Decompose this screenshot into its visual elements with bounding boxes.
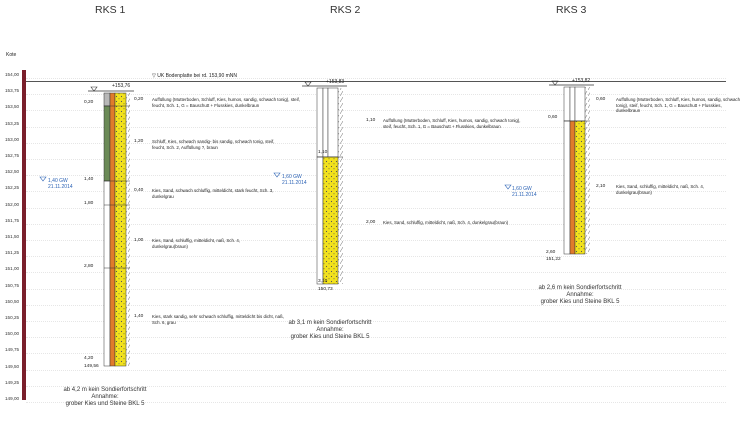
rks2-note-line: grober Kies und Steine BKL 5 xyxy=(290,334,370,340)
rks2-gw-marker xyxy=(274,173,280,177)
rks1-gw-level: 1,40 GW xyxy=(48,178,68,184)
kote-tick-label: 150,50 xyxy=(5,298,20,304)
rks1-depth: 2,80 xyxy=(84,264,94,269)
rks2-layer-description: Kies, Sand, schluffig, mitteldicht, naß, Sch. 4, dunkelgrau(braun) xyxy=(383,220,509,225)
rks3-layer-thickness: 0,60 xyxy=(596,97,606,102)
rks1-column xyxy=(88,87,134,366)
rks3-top-marker xyxy=(552,81,558,85)
rks2-hatch xyxy=(338,88,343,284)
rks3-layer-description: Auffüllung (Mutterboden, Schluff, Kies, humos, sandig, schwach tonig), steif, feucht, Sch. 1, G = Bauschutt + Flusskies, dunkelbraun xyxy=(616,97,741,114)
kote-tick-label: 149,25 xyxy=(5,379,20,385)
rks3-header: RKS 3 xyxy=(556,4,587,16)
rks3-depth: 0,60 xyxy=(548,115,558,120)
kote-tick-label: 149,75 xyxy=(5,347,20,353)
kote-tick-label: 149,00 xyxy=(5,396,20,401)
rks3-hatch xyxy=(585,87,590,254)
rks3-layer-description: Kies, Sand, schluffig, mitteldicht, naß, Sch. 4, dunkelgrau(braun) xyxy=(616,184,705,195)
kote-tick-label: 149,50 xyxy=(5,363,20,369)
rks1-note-line: grober Kies und Steine BKL 5 xyxy=(65,401,145,407)
rks2-top-elev: +153,83 xyxy=(326,79,345,85)
rks1-top-elev: +153,76 xyxy=(112,83,131,89)
rks3-gw-label xyxy=(512,186,537,198)
rks1-layer-white xyxy=(104,181,110,366)
kote-tick-label: 154,00 xyxy=(5,72,20,77)
rks1-layer-fill xyxy=(104,93,110,106)
kote-tick-label: 151,75 xyxy=(5,217,20,223)
rks3-note xyxy=(520,285,640,306)
rks2-layer-white-top xyxy=(317,88,323,157)
rks3-orange-band xyxy=(570,121,575,254)
rks2-gw-date: 21.11.2014 xyxy=(282,180,307,186)
rks2-layer-thickness: 2,00 xyxy=(366,220,376,225)
rks2-layer-thickness: 1,10 xyxy=(366,118,376,123)
rks3-bottom-elev: 151,22 xyxy=(546,257,561,262)
rks1-depth: 0,20 xyxy=(84,100,94,105)
rks3-gw-date: 21.11.2014 xyxy=(512,192,537,198)
rks3-gw-marker xyxy=(505,185,511,189)
rks1-gw-date: 21.11.2014 xyxy=(48,184,73,190)
kote-tick-label: 151,00 xyxy=(5,266,20,272)
rks3-note-line: ab 2,6 m kein Sondierfortschritt xyxy=(538,285,622,291)
rks3-note-line: Annahme: xyxy=(566,292,594,298)
kote-tick-label: 150,00 xyxy=(5,331,20,337)
rks2-column xyxy=(302,82,347,284)
rks1-layer-thickness: 1,20 xyxy=(134,139,144,144)
rks1-layer-thickness: 1,00 xyxy=(134,238,144,243)
rks2-depth: 1,10 xyxy=(318,150,328,155)
kote-tick-label: 153,50 xyxy=(5,104,20,110)
rks2-fill-layer xyxy=(328,88,338,157)
rks1-layer-description: Schluff, Kies, schwach sandig- bis sandig, schwach tonig, steif, feucht, Sch. 2, Auffüllung ?, braun xyxy=(152,139,275,150)
rks3-column xyxy=(549,81,594,254)
kote-tick-label: 152,50 xyxy=(5,169,20,175)
rks2-note xyxy=(270,320,390,341)
rks1-depth: 1,80 xyxy=(84,201,94,206)
reference-line-label: ▽ UK Bodenplatte bei rd. 153,90 mNN xyxy=(152,73,238,79)
kote-tick-label: 152,75 xyxy=(5,153,20,158)
rks1-layer-description: Kies, Sand, schwach schluffig, mitteldicht, stark feucht, Sch. 3, dunkelgrau xyxy=(152,188,274,199)
rks2-layer-white xyxy=(317,157,323,284)
rks1-gravel-pattern xyxy=(115,93,126,366)
rks1-header: RKS 1 xyxy=(95,4,126,16)
kote-tick-label: 153,00 xyxy=(5,136,20,142)
rks2-header: RKS 2 xyxy=(330,4,361,16)
kote-tick-label: 151,25 xyxy=(5,250,20,256)
rks1-layer-thickness: 0,20 xyxy=(134,97,144,102)
rks1-layer-thickness: 0,40 xyxy=(134,188,144,193)
rks1-layer-thickness: 1,40 xyxy=(134,314,144,319)
kote-tick-label: 150,75 xyxy=(5,282,20,288)
rks1-depth: 4,20 xyxy=(84,356,94,361)
rks1-note-line: ab 4,2 m kein Sondierfortschritt xyxy=(63,387,147,393)
rks1-top-marker xyxy=(91,87,97,91)
kote-tick-label: 150,25 xyxy=(5,315,20,320)
rks3-depth: 2,60 xyxy=(546,250,556,255)
reference-line-text: UK Bodenplatte bei rd. 153,90 mNN xyxy=(157,73,238,79)
rks2-bottom-elev: 150,73 xyxy=(318,287,333,292)
rks1-layer-silt xyxy=(104,106,110,181)
rks3-layer-white-top xyxy=(564,87,570,121)
kote-tick-label: 153,25 xyxy=(5,120,20,126)
kote-tick-label: 152,00 xyxy=(5,201,20,207)
rks2-note-line: ab 3,1 m kein Sondierfortschritt xyxy=(288,320,372,326)
rks3-note-line: grober Kies und Steine BKL 5 xyxy=(540,299,620,305)
kote-tick-label: 153,75 xyxy=(5,88,20,94)
rks1-orange-band xyxy=(110,93,115,366)
rks1-note-line: Annahme: xyxy=(91,394,119,400)
rks1-gw-label xyxy=(48,178,73,190)
rks2-note-line: Annahme: xyxy=(316,327,344,333)
rks3-layer-thickness: 2,10 xyxy=(596,184,606,189)
rks2-gw-label xyxy=(282,174,307,186)
rks2-top-marker xyxy=(305,82,311,86)
kote-tick-label: 152,25 xyxy=(5,185,20,191)
rks1-gw-marker xyxy=(40,177,46,181)
rks1-layer-description: Auffüllung (Mutterboden, Schluff, Kies, humos, sandig, schwach tonig), steif, feucht, Sch. 1, G = Bauschutt + Flusskies, dunkelbraun xyxy=(152,97,300,108)
rks2-depth: 3,10 xyxy=(318,279,328,284)
rks1-bottom-elev: 149,56 xyxy=(84,364,99,369)
rks3-top-elev: +153,82 xyxy=(572,78,591,84)
rks3-gw-level: 1,60 GW xyxy=(512,186,532,192)
kote-tick-label: 151,50 xyxy=(5,234,20,239)
rks1-layer-description: Kies, stark sandig, sehr schwach schluffig, mitteldicht bis dicht, naß, Sch. 6, grau xyxy=(152,314,284,325)
rks1-hatch xyxy=(126,93,130,366)
rks1-layer-description: Kies, Sand, schluffig, mitteldicht, naß, Sch. 4, dunkelgrau(braun) xyxy=(152,238,241,249)
kote-label: Kote xyxy=(6,52,17,58)
rks1-depth: 1,40 xyxy=(84,177,94,182)
rks1-note xyxy=(45,387,165,408)
rks2-gw-level: 1,60 GW xyxy=(282,174,302,180)
rks2-layer-description: Auffüllung (Mutterboden, Schluff, Kies, humos, sandig, schwach tonig), steif, feucht, Sch. 1, G = Bauschutt + Flusskies, dunkelbraun xyxy=(383,118,521,129)
